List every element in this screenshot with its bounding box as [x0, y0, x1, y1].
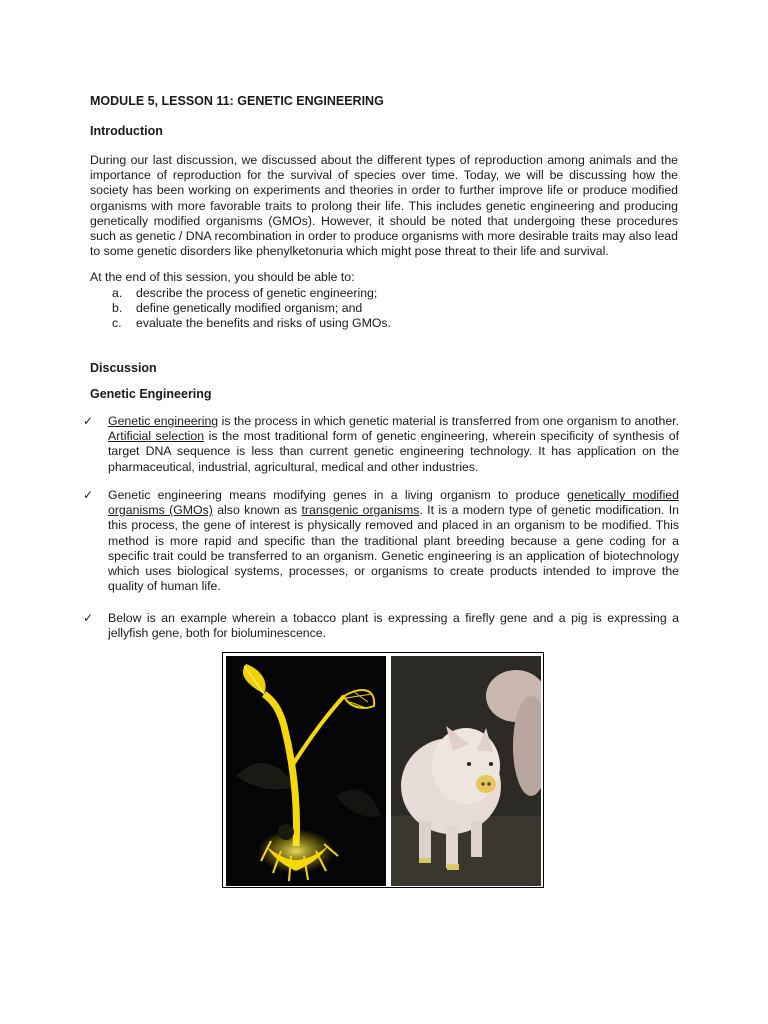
checkmark-icon: ✓	[83, 611, 94, 625]
checkmark-icon: ✓	[83, 414, 94, 428]
bullet-text-segment: also known as	[212, 503, 302, 518]
bullet-item	[83, 414, 679, 475]
term-gmos: genetically modified organisms (GMOs)	[108, 488, 679, 518]
genetic-engineering-subheading: Genetic Engineering	[90, 387, 212, 401]
bullet-text-segment: . It is a modern type of genetic modification. In this process, the gene of interest is physically removed and placed in an organism to be modified. This method is more rapid and specific than the traditional plant breeding because a gene coding for a specific trait could be transferred to an organism. Genetic engineering is an application of biotechnology which uses biological systems, processes, or organisms to create products intended to improve the quality of human life.	[108, 503, 679, 594]
pig-image	[391, 656, 541, 886]
objective-item	[90, 286, 650, 301]
introduction-heading: Introduction	[90, 124, 163, 138]
bullet-text: Below is an example wherein a tobacco plant is expressing a firefly gene and a pig is expressing a jellyfish gene, both for bioluminescence.	[108, 611, 679, 641]
bullet-text	[108, 414, 679, 475]
bullet-text	[108, 488, 679, 594]
bullet-text-segment: is the process in which genetic material is transferred from one organism to another.	[218, 414, 679, 428]
objective-marker: a.	[112, 286, 123, 300]
term-transgenic-organisms: transgenic organisms	[301, 503, 420, 518]
bullet-item	[83, 488, 679, 594]
introduction-paragraph: During our last discussion, we discussed about the different types of reproduction among animals and the importance of reproduction for the survival of species over time. Today, we will be discussing how the society has been working on experiments and theories in order to further improve life or produce modified organisms with more favorable traits to prolong their life. This includes genetic engineering and producing genetically modified organisms (GMOs). However, it should be noted that undergoing these procedures such as genetic / DNA recombination in order to produce organisms with more desirable traits may also lead to some genetic disorders like phenylketonuria which might pose threat to their life and survival.	[90, 153, 678, 259]
objective-marker: c.	[112, 316, 122, 331]
bioluminescence-figure	[222, 652, 544, 888]
bullet-text-segment: Genetic engineering means modifying genes in a living organism to produce	[108, 488, 568, 502]
objective-text: evaluate the benefits and risks of using GMOs.	[136, 316, 391, 331]
objectives-list	[90, 286, 650, 332]
checkmark-icon: ✓	[83, 488, 94, 502]
page-title: MODULE 5, LESSON 11: GENETIC ENGINEERING	[90, 94, 384, 108]
objective-text: describe the process of genetic engineering;	[136, 286, 378, 300]
objectives-intro: At the end of this session, you should be able to:	[90, 270, 355, 284]
objective-item	[90, 301, 650, 316]
term-genetic-engineering: Genetic engineering	[108, 414, 219, 428]
discussion-heading: Discussion	[90, 361, 157, 375]
term-artificial-selection: Artificial selection	[108, 429, 205, 444]
glowing-tobacco-plant-image	[226, 656, 386, 886]
objective-item	[90, 316, 650, 331]
bullet-item	[83, 611, 679, 641]
objective-marker: b.	[112, 301, 123, 316]
objective-text: define genetically modified organism; and	[136, 301, 363, 316]
bullet-text-segment: is the most traditional form of genetic engineering, wherein specificity of synthesis of target DNA sequence is less than current genetic engineering technology. It has application on the pharmaceutical, industrial, agricultural, medical and other industries.	[108, 429, 679, 474]
